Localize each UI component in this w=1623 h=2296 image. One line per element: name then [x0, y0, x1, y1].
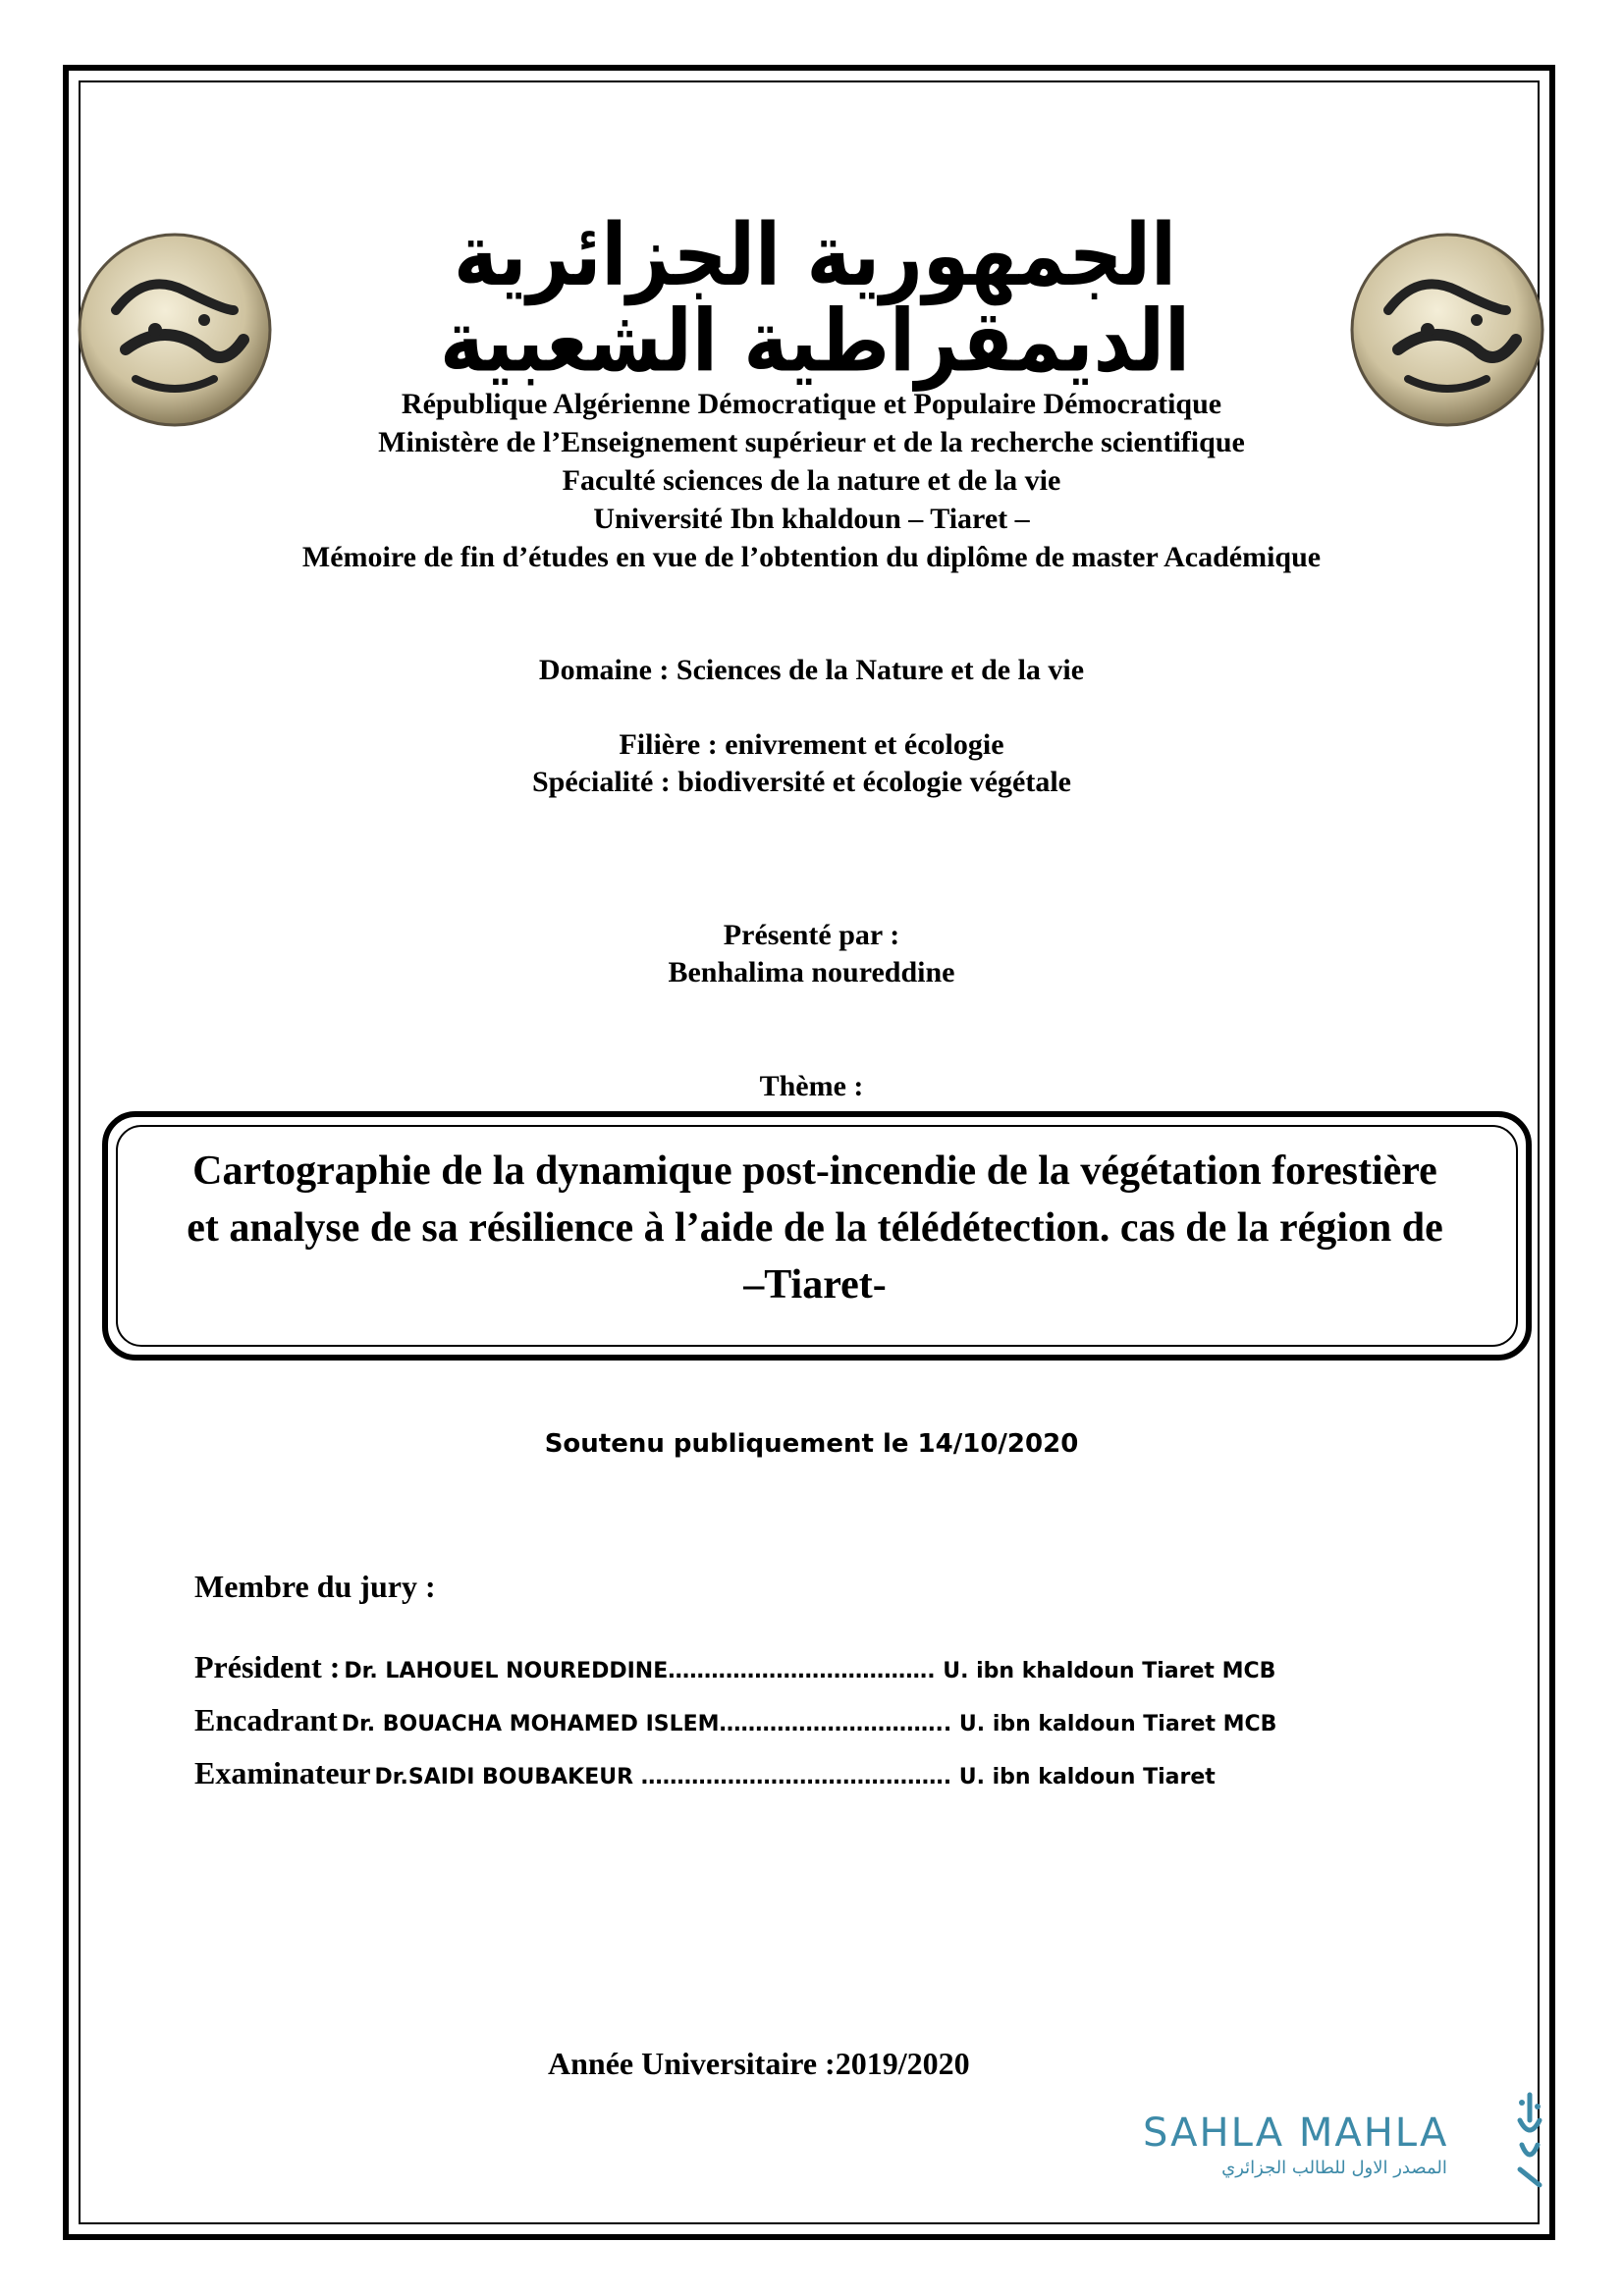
sahla-mahla-tagline: المصدر الاول للطالب الجزائري	[1221, 2158, 1447, 2178]
academic-year: Année Universitaire :2019/2020	[548, 2046, 970, 2081]
jury-details: Dr. BOUACHA MOHAMED ISLEM………………………….. U. ibn kaldoun Tiaret MCB	[341, 1712, 1277, 1736]
jury-details: Dr.SAIDI BOUBAKEUR ……………………………………. U. ibn kaldoun Tiaret	[374, 1765, 1216, 1789]
theme-title-line-2: et analyse de sa résilience à l’aide de la télédétection. cas de la région de	[187, 1205, 1443, 1251]
theme-title	[128, 1143, 1502, 1313]
brand-calligraphy-icon	[1512, 2091, 1547, 2189]
header-memoir: Mémoire de fin d’études en vue de l’obtention du diplôme de master Académique	[301, 541, 1322, 573]
jury-role: Encadrant	[194, 1702, 338, 1737]
header-university: Université Ibn khaldoun – Tiaret –	[593, 503, 1030, 535]
header-ministry: Ministère de l’Enseignement supérieur et de la recherche scientifique	[378, 426, 1245, 458]
theme-label: Thème :	[759, 1070, 864, 1102]
theme-title-line-1: Cartographie de la dynamique post-incendie de la végétation forestière	[192, 1148, 1437, 1194]
header-faculty: Faculté sciences de la nature et de la vie	[562, 464, 1061, 497]
jury-role: Président :	[194, 1649, 341, 1684]
defense-date: Soutenu publiquement le 14/10/2020	[544, 1429, 1079, 1459]
theme-title-line-3: –Tiaret-	[743, 1262, 887, 1308]
sahla-mahla-brand: SAHLA MAHLA	[1143, 2110, 1449, 2156]
jury-row-examinateur	[194, 1755, 1216, 1791]
jury-role: Examinateur	[194, 1755, 371, 1790]
jury-details: Dr. LAHOUEL NOUREDDINE………………………………. U. ibn khaldoun Tiaret MCB	[344, 1659, 1276, 1683]
author-name: Benhalima noureddine	[668, 956, 955, 988]
specialite-line: Spécialité : biodiversité et écologie végétale	[532, 766, 1071, 798]
domain-line: Domaine : Sciences de la Nature et de la vie	[538, 654, 1085, 686]
jury-row-encadrant	[194, 1702, 1276, 1738]
header-republic: République Algérienne Démocratique et Populaire Démocratique	[401, 388, 1222, 420]
presented-by-label: Présenté par :	[723, 919, 900, 951]
filiere-line: Filière : enivrement et écologie	[619, 728, 1004, 761]
jury-row-president	[194, 1649, 1275, 1685]
jury-title: Membre du jury :	[194, 1569, 436, 1604]
arabic-republic-title: الجمهورية الجزائرية الديمقراطية الشعبية	[439, 204, 1191, 392]
